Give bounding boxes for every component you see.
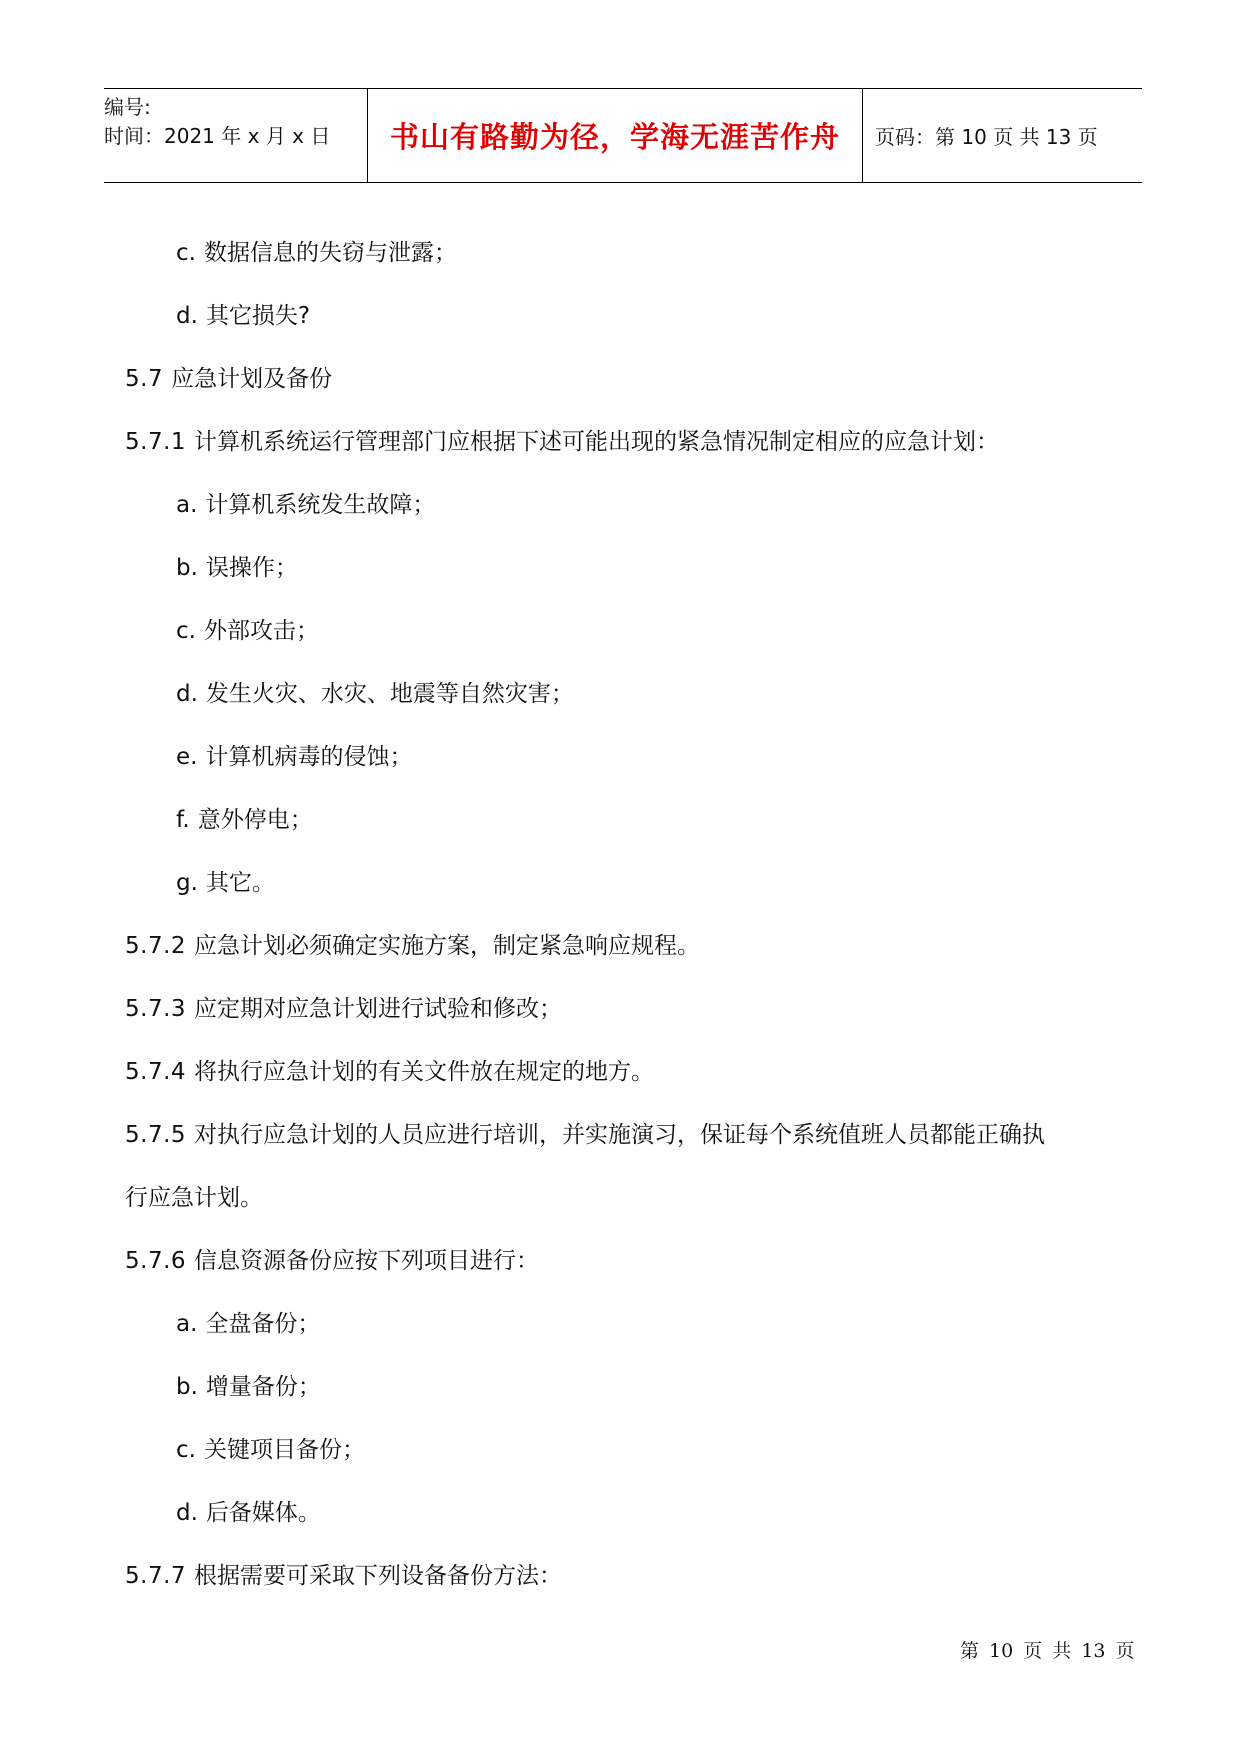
list-item-text: 数据信息的失窃与泄露；: [203, 240, 457, 266]
list-item-text: 其它损失?: [205, 303, 311, 329]
clause-text: 应急计划必须确定实施方案，制定紧急响应规程。: [194, 933, 701, 959]
list-item: [125, 1293, 1135, 1356]
list-item-text: 后备媒体。: [205, 1500, 321, 1526]
list-marker: d.: [176, 681, 198, 707]
list-item: [125, 852, 1135, 915]
list-item: [125, 600, 1135, 663]
list-marker: a.: [176, 492, 198, 518]
section-heading: [125, 348, 1135, 411]
list-marker: a.: [176, 1311, 198, 1337]
page-header-table: [104, 88, 1142, 183]
list-item: [125, 789, 1135, 852]
list-item-text: 计算机病毒的侵蚀；: [205, 744, 413, 770]
list-item-text: 误操作；: [205, 555, 298, 581]
clause: [125, 978, 1135, 1041]
list-item: [125, 1356, 1135, 1419]
clause: [125, 1230, 1135, 1293]
document-body: [125, 222, 1135, 1608]
list-marker: b.: [176, 1374, 198, 1400]
clause-text: 根据需要可采取下列设备备份方法：: [194, 1563, 563, 1589]
document-number-label: 编号:: [104, 95, 151, 119]
document-time-label: 时间：2021 年 x 月 x 日: [104, 124, 331, 148]
clause-number: 5.7.4: [125, 1059, 187, 1085]
header-motto: 书山有路勤为径，学海无涯苦作舟: [389, 120, 840, 154]
section-title: 应急计划及备份: [171, 366, 333, 392]
list-item: [125, 222, 1135, 285]
clause-text: 信息资源备份应按下列项目进行：: [194, 1248, 540, 1274]
clause: [125, 1041, 1135, 1104]
clause-text: 将执行应急计划的有关文件放在规定的地方。: [194, 1059, 655, 1085]
list-item: [125, 285, 1135, 348]
section-number: 5.7: [125, 366, 164, 392]
list-item-text: 意外停电；: [197, 807, 313, 833]
page-footer: [960, 1636, 1135, 1663]
list-item-text: 外部攻击；: [203, 618, 319, 644]
clause: [125, 1545, 1135, 1608]
clause-number: 5.7.5: [125, 1122, 187, 1148]
list-item-text: 发生火灾、水灾、地震等自然灾害；: [205, 681, 574, 707]
list-item: [125, 474, 1135, 537]
footer-page-number: 第 10 页 共 13 页: [960, 1640, 1135, 1662]
clause-text: 应定期对应急计划进行试验和修改；: [194, 996, 563, 1022]
clause: [125, 1104, 1135, 1167]
clause-text: 对执行应急计划的人员应进行培训，并实施演习，保证每个系统值班人员都能正确执: [194, 1122, 1046, 1148]
clause-number: 5.7.7: [125, 1563, 187, 1589]
header-info-cell: [104, 89, 368, 182]
list-marker: e.: [176, 744, 198, 770]
header-page-code-cell: [863, 89, 1142, 182]
list-item-text: 增量备份；: [205, 1374, 321, 1400]
clause-number: 5.7.1: [125, 429, 187, 455]
header-page-code: 页码：第 10 页 共 13 页: [875, 125, 1098, 149]
clause-number: 5.7.6: [125, 1248, 187, 1274]
list-item: [125, 1482, 1135, 1545]
header-motto-cell: [368, 89, 863, 182]
clause-text: 行应急计划。: [125, 1185, 263, 1211]
list-item: [125, 663, 1135, 726]
list-marker: d.: [176, 1500, 198, 1526]
clause-number: 5.7.2: [125, 933, 187, 959]
list-item-text: 全盘备份；: [205, 1311, 321, 1337]
list-marker: g.: [176, 870, 198, 896]
clause: [125, 915, 1135, 978]
list-item-text: 其它。: [205, 870, 275, 896]
list-marker: f.: [176, 807, 190, 833]
list-marker: c.: [176, 240, 196, 266]
clause-continuation: [125, 1167, 1135, 1230]
list-item: [125, 726, 1135, 789]
list-item: [125, 1419, 1135, 1482]
clause-number: 5.7.3: [125, 996, 187, 1022]
clause-text: 计算机系统运行管理部门应根据下述可能出现的紧急情况制定相应的应急计划：: [194, 429, 1000, 455]
list-item: [125, 537, 1135, 600]
list-marker: b.: [176, 555, 198, 581]
list-item-text: 计算机系统发生故障；: [205, 492, 436, 518]
list-marker: d.: [176, 303, 198, 329]
list-marker: c.: [176, 1437, 196, 1463]
list-item-text: 关键项目备份；: [203, 1437, 365, 1463]
list-marker: c.: [176, 618, 196, 644]
clause: [125, 411, 1135, 474]
